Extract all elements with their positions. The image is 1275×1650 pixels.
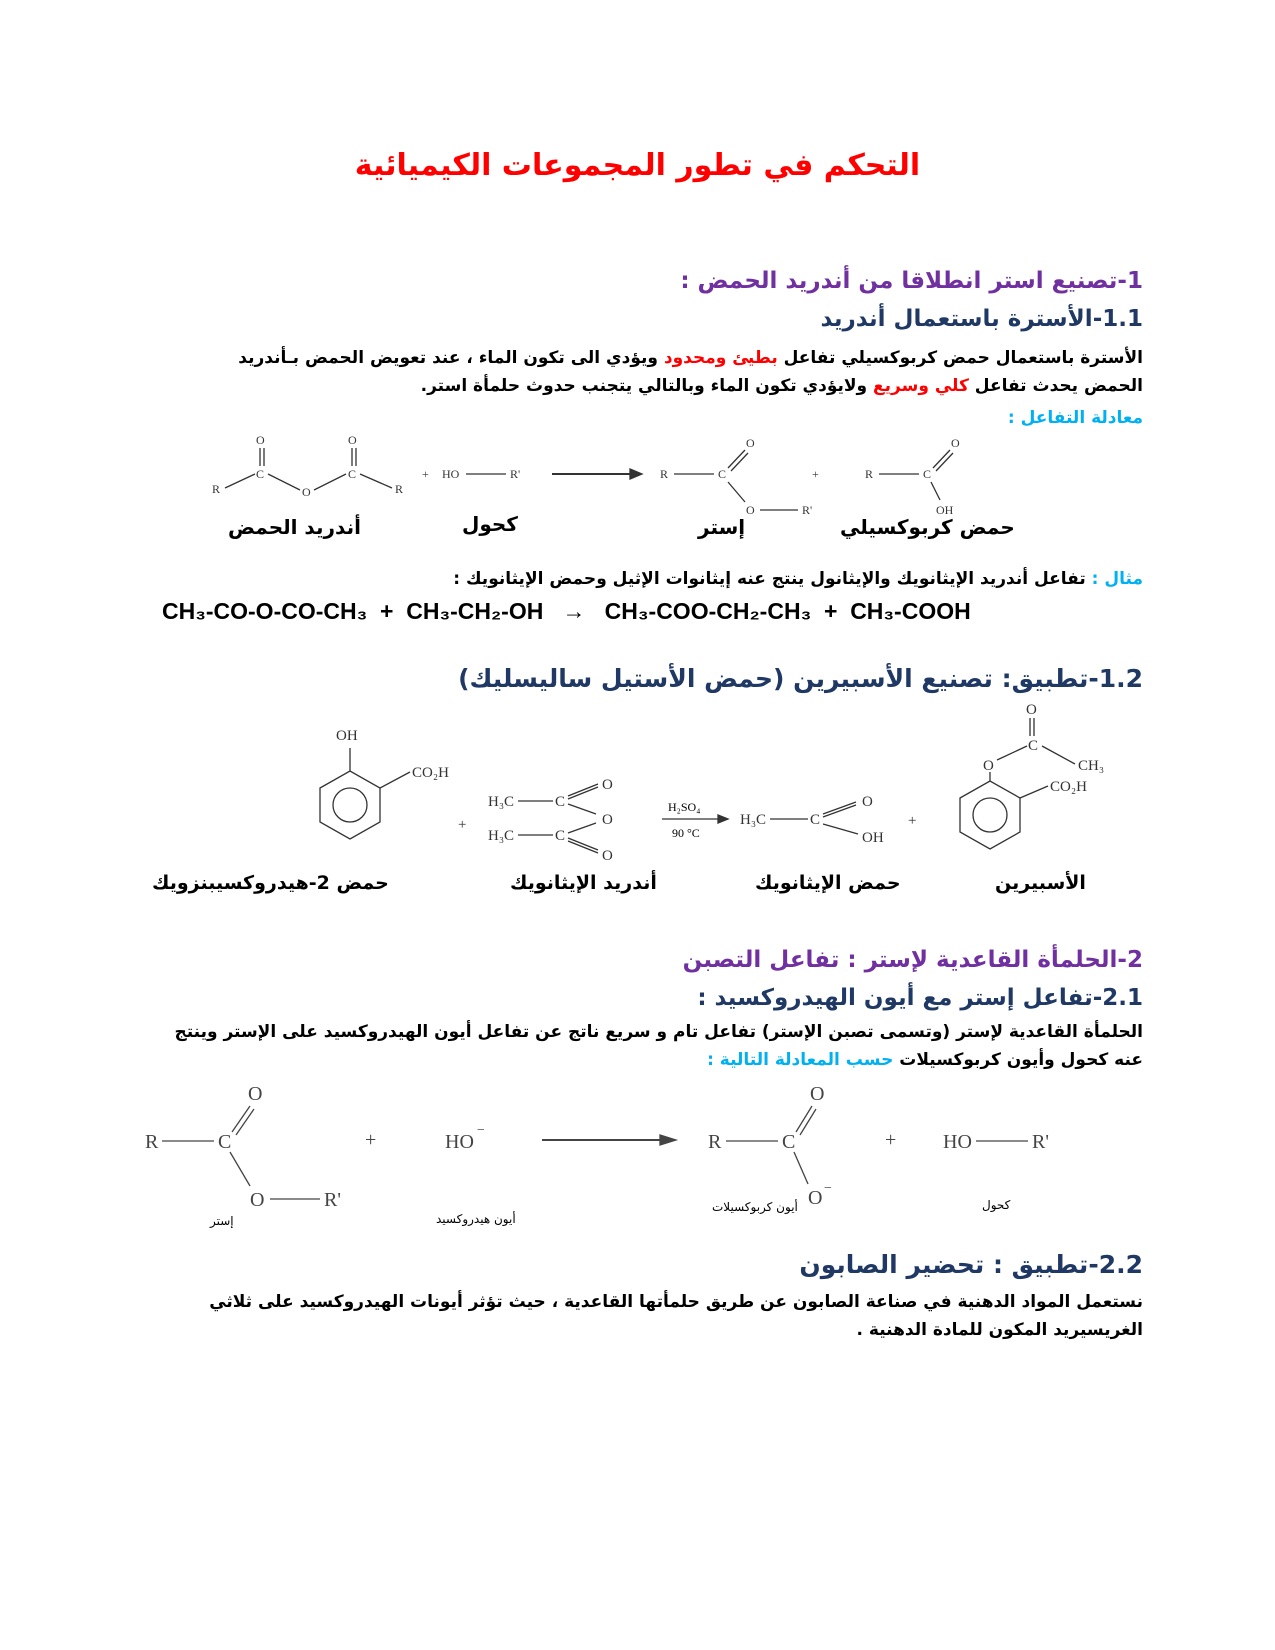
svg-text:O: O: [248, 1083, 263, 1105]
text-run: الأسترة باستعمال حمض كربوكسيلي تفاعل: [777, 348, 1143, 368]
svg-text:C: C: [256, 467, 265, 481]
example-equation: CH₃-CO-O-CO-CH₃ + CH₃-CH₂-OH → CH₃-COO-CH₂-CH₃ + CH₃-COOH: [162, 598, 971, 624]
example-label: مثال :: [1091, 569, 1143, 589]
section-2-1-paragraph: [83, 1018, 1143, 1074]
label-ester-2: إستر: [210, 1214, 234, 1228]
svg-text:R: R: [145, 1131, 159, 1153]
svg-text:OH: OH: [862, 830, 884, 846]
paragraph-line: [83, 1046, 1143, 1074]
svg-text:C: C: [555, 794, 566, 810]
svg-text:O: O: [951, 436, 960, 450]
svg-text:O: O: [810, 1083, 825, 1105]
paragraph-line: الغريسيريد المكون للمادة الدهنية .: [856, 1320, 1143, 1340]
svg-text:C: C: [782, 1131, 796, 1153]
section-2-2-heading: 2.2-تطبيق : تحضير الصابون: [799, 1250, 1143, 1279]
svg-text:C: C: [218, 1131, 232, 1153]
label-salicylic-acid: حمض 2-هيدروكسيبنزويك: [152, 872, 389, 894]
svg-text:R': R': [1032, 1131, 1049, 1153]
svg-text:H₃C: H₃C: [488, 794, 515, 810]
catalyst-label: H₂SO₄: [668, 800, 701, 814]
svg-text:+: +: [812, 467, 819, 481]
highlight-total-fast: كلي وسريع: [873, 376, 969, 396]
section-1-1-heading: 1.1-الأسترة باستعمال أندريد: [820, 306, 1143, 332]
example-text: تفاعل أندريد الإيثانويك والإيثانول ينتج عنه إيثانوات الإثيل وحمض الإيثانويك :: [453, 569, 1092, 589]
svg-text:O: O: [250, 1189, 265, 1211]
label-aspirin: الأسبيرين: [995, 872, 1086, 894]
svg-text:CO₂H: CO₂H: [1050, 779, 1087, 795]
svg-text:−: −: [477, 1123, 485, 1138]
svg-text:O: O: [602, 777, 613, 793]
svg-text:O: O: [302, 485, 311, 499]
svg-text:+: +: [908, 813, 917, 829]
example-line: [143, 565, 1143, 593]
text-run: ويؤدي الى تكون الماء ، عند تعويض الحمض بـأندريد: [238, 348, 664, 368]
svg-text:O: O: [746, 503, 755, 517]
paragraph-line: نستعمل المواد الدهنية في صناعة الصابون عن طريق حلمأتها القاعدية ، حيث تؤثر أيونات الهيدروكسيد على ثلاثي: [209, 1292, 1143, 1312]
label-carboxylic-acid: حمض كربوكسيلي: [840, 515, 1015, 539]
text-run: ولايؤدي تكون الماء وبالتالي يتجنب حدوث حلمأة استر.: [420, 376, 874, 396]
svg-text:C: C: [555, 828, 566, 844]
svg-text:H₃C: H₃C: [488, 828, 515, 844]
svg-text:OH: OH: [336, 728, 358, 744]
label-carboxylate-ion: أيون كربوكسيلات: [712, 1200, 798, 1214]
section-2-2-paragraph: [103, 1288, 1143, 1344]
svg-text:R: R: [212, 482, 221, 496]
label-ester: إستر: [698, 515, 746, 539]
label-acid-anhydride: أندريد الحمض: [228, 515, 361, 539]
svg-text:O: O: [983, 758, 994, 774]
page-title: التحكم في تطور المجموعات الكيميائية: [354, 148, 921, 183]
section-2-heading: 2-الحلمأة القاعدية لإستر : تفاعل التصبن: [682, 947, 1143, 973]
text-run: عنه كحول وأيون كربوكسيلات: [893, 1050, 1143, 1070]
svg-text:C: C: [923, 467, 932, 481]
svg-text:OH: OH: [936, 503, 954, 517]
section-1-1-paragraph: [133, 344, 1143, 400]
label-acetic-anhydride: أندريد الإيثانويك: [510, 872, 657, 894]
svg-text:O: O: [808, 1187, 823, 1209]
svg-text:CH₃: CH₃: [1078, 758, 1105, 774]
svg-text:O: O: [862, 794, 873, 810]
paragraph-line: الحلمأة القاعدية لإستر (وتسمى تصبن الإستر) تفاعل تام و سريع ناتج عن تفاعل أيون الهيدروكسيد على الإستر وينتج: [174, 1022, 1143, 1042]
anhydride-reaction-diagram: [200, 430, 1060, 560]
svg-text:C: C: [348, 467, 357, 481]
label-acetic-acid: حمض الإيثانويك: [755, 872, 901, 894]
svg-text:R: R: [660, 467, 669, 481]
equation-label: معادلة التفاعل :: [1007, 408, 1143, 428]
svg-text:R: R: [708, 1131, 722, 1153]
paragraph-line: [133, 344, 1143, 372]
svg-text:+: +: [422, 467, 429, 481]
svg-text:O: O: [746, 436, 755, 450]
svg-text:HO: HO: [943, 1131, 972, 1153]
section-1-heading: 1-تصنيع استر انطلاقا من أندريد الحمض :: [680, 268, 1143, 294]
svg-text:R: R: [395, 482, 404, 496]
aspirin-synthesis-diagram: [270, 700, 1150, 870]
svg-text:R': R': [802, 503, 813, 517]
svg-text:+: +: [365, 1129, 377, 1151]
saponification-diagram: [140, 1080, 1060, 1220]
section-1-2-heading: 1.2-تطبيق: تصنيع الأسبيرين (حمض الأستيل ساليسليك): [458, 664, 1143, 693]
svg-text:O: O: [1026, 702, 1037, 718]
temperature-label: 90 °C: [672, 826, 700, 840]
label-alcohol: كحول: [462, 512, 518, 536]
paragraph-line: [133, 372, 1143, 400]
svg-text:O: O: [602, 848, 613, 864]
text-run: الحمض يحدث تفاعل: [968, 376, 1143, 396]
svg-text:R: R: [865, 467, 874, 481]
svg-text:R': R': [324, 1189, 341, 1211]
svg-text:−: −: [824, 1181, 832, 1196]
svg-text:H₃C: H₃C: [740, 812, 767, 828]
svg-text:CO₂H: CO₂H: [412, 765, 449, 781]
svg-text:HO: HO: [442, 467, 460, 481]
svg-text:O: O: [348, 433, 357, 447]
label-alcohol-2: كحول: [982, 1198, 1011, 1212]
svg-text:C: C: [1028, 738, 1039, 754]
svg-text:C: C: [810, 812, 821, 828]
equation-reference: حسب المعادلة التالية :: [707, 1050, 894, 1070]
svg-text:+: +: [458, 817, 467, 833]
svg-text:+: +: [885, 1129, 897, 1151]
svg-text:R': R': [510, 467, 521, 481]
label-hydroxide-ion: أيون هيدروكسيد: [436, 1212, 516, 1226]
svg-text:O: O: [602, 812, 613, 828]
svg-text:HO: HO: [445, 1131, 474, 1153]
svg-text:O: O: [256, 433, 265, 447]
highlight-slow-limited: بطيئ ومحدود: [663, 348, 778, 368]
svg-text:C: C: [718, 467, 727, 481]
section-2-1-heading: 2.1-تفاعل إستر مع أيون الهيدروكسيد :: [697, 985, 1143, 1011]
